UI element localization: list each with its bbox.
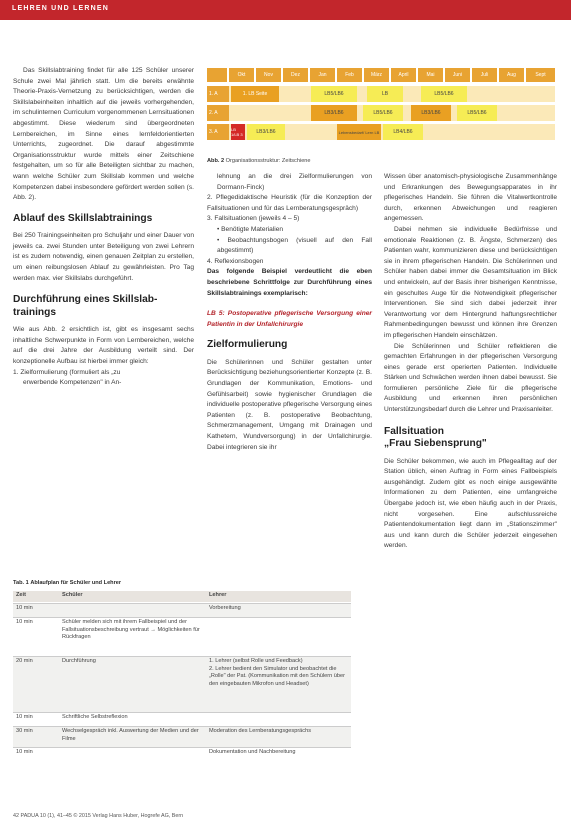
timeline-block: LB 1/LB 3 — [231, 124, 245, 140]
timeline-block: LB — [367, 86, 403, 102]
figure-caption: Abb. 2 Organisationsstruktur: Zeitschiene — [207, 158, 311, 164]
figure-timeline — [207, 68, 557, 156]
wissen-paragraph: Wissen über anatomisch-physiologische Zusammenhänge und Erkrankungen des Bewegungsapparates in ihr pflegerisches Handeln. Sie führen die Vitalwertkontrolle durch, erkennen Abweichungen und reagieren angemessen. — [384, 173, 557, 223]
ziel-paragraph: Die Schülerinnen und Schüler gestalten unter Berücksichtigung beziehungsorientierter Konzepte (z. B. Grundlagen der Kommunikation, Emotions- und Gefühlsarbeit) sowie hygienischer Grundlagen die individuelle postoperative pflegerische Versorgung eines Patienten (z. B. postoperative Beobachtung, Schmerzmanagement, Umgang mit Drainagen und Kathetern, Wundversorgung) in der Unfallchirurgie. Dabei integrieren sie ihr — [207, 358, 372, 451]
timeline-block: LB5/LB6 — [457, 105, 497, 121]
table-row: 10 min Vorbereitung — [13, 603, 351, 617]
month-header: Okt — [229, 68, 254, 82]
month-header: Nov — [256, 68, 281, 82]
lernbereich-title: LB 5: Postoperative pflegerische Versorgung einer Patientin in der Unfallchirurgie — [207, 310, 372, 328]
timeline-block: LB4/LB6 — [383, 124, 423, 140]
list-item-1b: erwerbende Kompetenzen" in An- — [23, 379, 122, 387]
bullet-1: • Benötigte Materialien — [217, 225, 284, 233]
month-header: Aug — [499, 68, 524, 82]
table-header: Zeit — [16, 592, 26, 598]
month-header: Sept — [526, 68, 555, 82]
section-label: LEHREN UND LERNEN — [12, 5, 110, 12]
column-3 — [384, 172, 557, 552]
timeline-block: LB5/LB6 — [363, 105, 403, 121]
table-header: Lehrer — [209, 592, 227, 598]
table-row: 10 min Schüler melden sich mit ihrem Fallbeispiel und der Fallsituationsbeschreibung vertraut → Möglichkeiten für Rückfragen — [13, 617, 351, 656]
list-item-3: 3. Fallsituationen (jeweils 4 – 5) — [207, 215, 300, 223]
list-item-4: 4. Reflexionsbogen — [207, 257, 264, 265]
page-footer: 42 PADUA 10 (1), 41–45 © 2015 Verlag Hans Huber, Hogrefe AG, Bern — [13, 813, 184, 819]
timeline-block: LB5/LB6 — [311, 86, 357, 102]
table-row: 30 min Wechselgespräch inkl. Auswertung der Medien und der Filme Moderation des Lernberatungsgesprächs — [13, 726, 351, 747]
table-row: 10 min Schriftliche Selbstreflexion — [13, 712, 351, 726]
month-header: Mai — [418, 68, 443, 82]
month-header: April — [391, 68, 416, 82]
ablauf-paragraph: Bei 250 Trainingseinheiten pro Schuljahr und einer Dauer von jeweils ca. zwei Stunden unter Beteiligung von zwei Lehrern ist es zudem notwendig, einen genauen Zeitplan zu erstellen, um einen reibungslosen Ablauf zu gewährleisten. Pro Tag werden max. vier Skillslabs durchgeführt. — [13, 232, 194, 282]
month-header: Juni — [445, 68, 470, 82]
example-intro: Das folgende Beispiel verdeutlicht die eben beschriebene Schrittfolge zur Durchführung eines Skillslabtrainings exemplarisch: — [207, 268, 372, 297]
list-item-1a: 1. Zielformulierung (formuliert als „zu — [13, 368, 121, 376]
durchfuehrung-paragraph: Wie aus Abb. 2 ersichtlich ist, gibt es insgesamt sechs inhaltliche Schwerpunkte in Form von Lernbereichen, welche auf die drei Jahre der Ausbildung verteilt sind. Der konzeptionelle Aufbau ist hierbei immer gleich: — [13, 326, 194, 365]
month-header: Jan — [310, 68, 335, 82]
heading-zielformulierung: Zielformulierung — [207, 339, 288, 351]
month-header: März — [364, 68, 389, 82]
table-caption: Tab. 1 Ablaufplan für Schüler und Lehrer — [13, 580, 122, 586]
timeline-block: Lebensbedarf/ Lern LB — [337, 124, 381, 140]
table-header-row — [13, 591, 351, 602]
heading-ablauf: Ablauf des Skillslabtrainings — [13, 212, 153, 224]
row-label: 1. A — [207, 86, 229, 102]
month-header: Dez — [283, 68, 308, 82]
heading-durchfuehrung-2: trainings — [13, 306, 57, 318]
timeline-block: LB5/LB6 — [421, 86, 467, 102]
beduerfnisse-paragraph: Dabei nehmen sie individuelle Bedürfnisse und emotionale Reaktionen (z. B. Ängste, Schmerzen) des Patienten wahr, kommunizieren diese und berücksichtigen sie in ihrem pflegerischen Handeln. Die Schülerinnen und Schüler haben dabei immer die Gesamtsituation im Blick und entwickeln, auf der Basis ihrer bisherigen Kenntnisse, ein geschultes Auge für die Notwendigkeit pflegerischer Interventionen. Sie sind sich dabei jederzeit ihrer Verantwortung vor dem Hintergrund haftungsrechtlicher Rahmenbedingungen bewusst und können ihre Grenzen im pflegerischen Handeln einschätzen. — [384, 225, 557, 339]
timeline-block: 1. LB Seite — [231, 86, 279, 102]
intro-paragraph: Das Skillslabtraining findet für alle 125 Schüler unserer Schule zwei Mal jährlich statt. Um die bereits erwähnte Theorie-Praxis-Vernetzung zu berücksichtigen, werden die Skillslabeinheiten inhaltlich auf die jeweils vorhergehenden, im schulinternen Curriculum vorgenommenen Lernsituationen abgestimmt. Diese wiederum sind übergeordneten Lernbereichen, im Sinne eines lernfeldorientierten Unterrichts, zugeordnet. Die darauf abgestimmte Organisationsstruktur wurde mittels einer Zeitschiene festgehalten, um so für alle Beteiligten sichtbar zu machen, wann welche Schüler zum Skillslab kommen und welche Kompetenzen dabei insbesondere gefördert werden sollen (s. Abb. 2). — [13, 67, 194, 202]
list-item-2: 2. Pflegedidaktische Heuristik (für die Konzeption der Fallsituationen und für das Lernberatungsgespräch) — [207, 194, 372, 212]
fallsituation-paragraph: Die Schüler bekommen, wie auch im Pflegealltag auf der Station üblich, einen Auftrag in Form eines Fallbeispiels ausgehändigt. Zudem gibt es noch einige ausgewählte Informationen zu dem Patienten, eine umfangreiche Übergabe jedoch ist, wie eben häufig auch in der Praxis, nicht vorgesehen. Eine aufschlussreiche Patientendokumentation liegt dann im „Stationszimmer" aus und kann durch die Schüler jederzeit eingesehen werden. — [384, 457, 557, 550]
row-label: 2. A — [207, 105, 229, 121]
table-row: 20 min Durchführung 1. Lehrer (selbst Rolle und Feedback) 2. Lehrer bedient den Simulator und beobachtet die „Rolle" der Pat. (Kommunikation mit den Schülern über den eingebauten Mikrofon und Headset) — [13, 656, 351, 712]
column-2 — [207, 172, 372, 453]
timeline-block: LB3/LB6 — [247, 124, 285, 140]
heading-durchfuehrung-1: Durchführung eines Skillslab- — [13, 294, 158, 306]
column-1 — [13, 66, 194, 389]
month-header: Juli — [472, 68, 497, 82]
timeline-block: LB3/LB6 — [311, 105, 357, 121]
bullet-2: • Beobachtungsbogen (visuell auf den Fall abgestimmt) — [217, 236, 372, 255]
row-label: 3. A — [207, 124, 229, 140]
table-header: Schüler — [62, 592, 83, 598]
reflexion-paragraph: Die Schülerinnen und Schüler reflektieren die gemachten Erfahrungen in der pflegerischen Versorgung eines gerade erst operierten Patienten. Individuelle Stärken und Schwächen werden ihnen dabei bewusst. Sie formulieren persönliche Ziele für die pflegerische Ausbildung und erkennen ihren persönlichen Unterstützungsbedarf durch die Lehrer und Praxisanleiter. — [384, 342, 557, 414]
table-row: 10 min Dokumentation und Nachbereitung — [13, 747, 351, 761]
heading-fallsituation-2: „Frau Siebensprung" — [384, 438, 487, 450]
list-item-1c: lehnung an die drei Zielformulierungen von Dormann-Finck) — [217, 173, 372, 191]
month-header: Feb — [337, 68, 362, 82]
heading-fallsituation-1: Fallsituation — [384, 425, 444, 437]
timeline-block: LB3/LB6 — [411, 105, 451, 121]
